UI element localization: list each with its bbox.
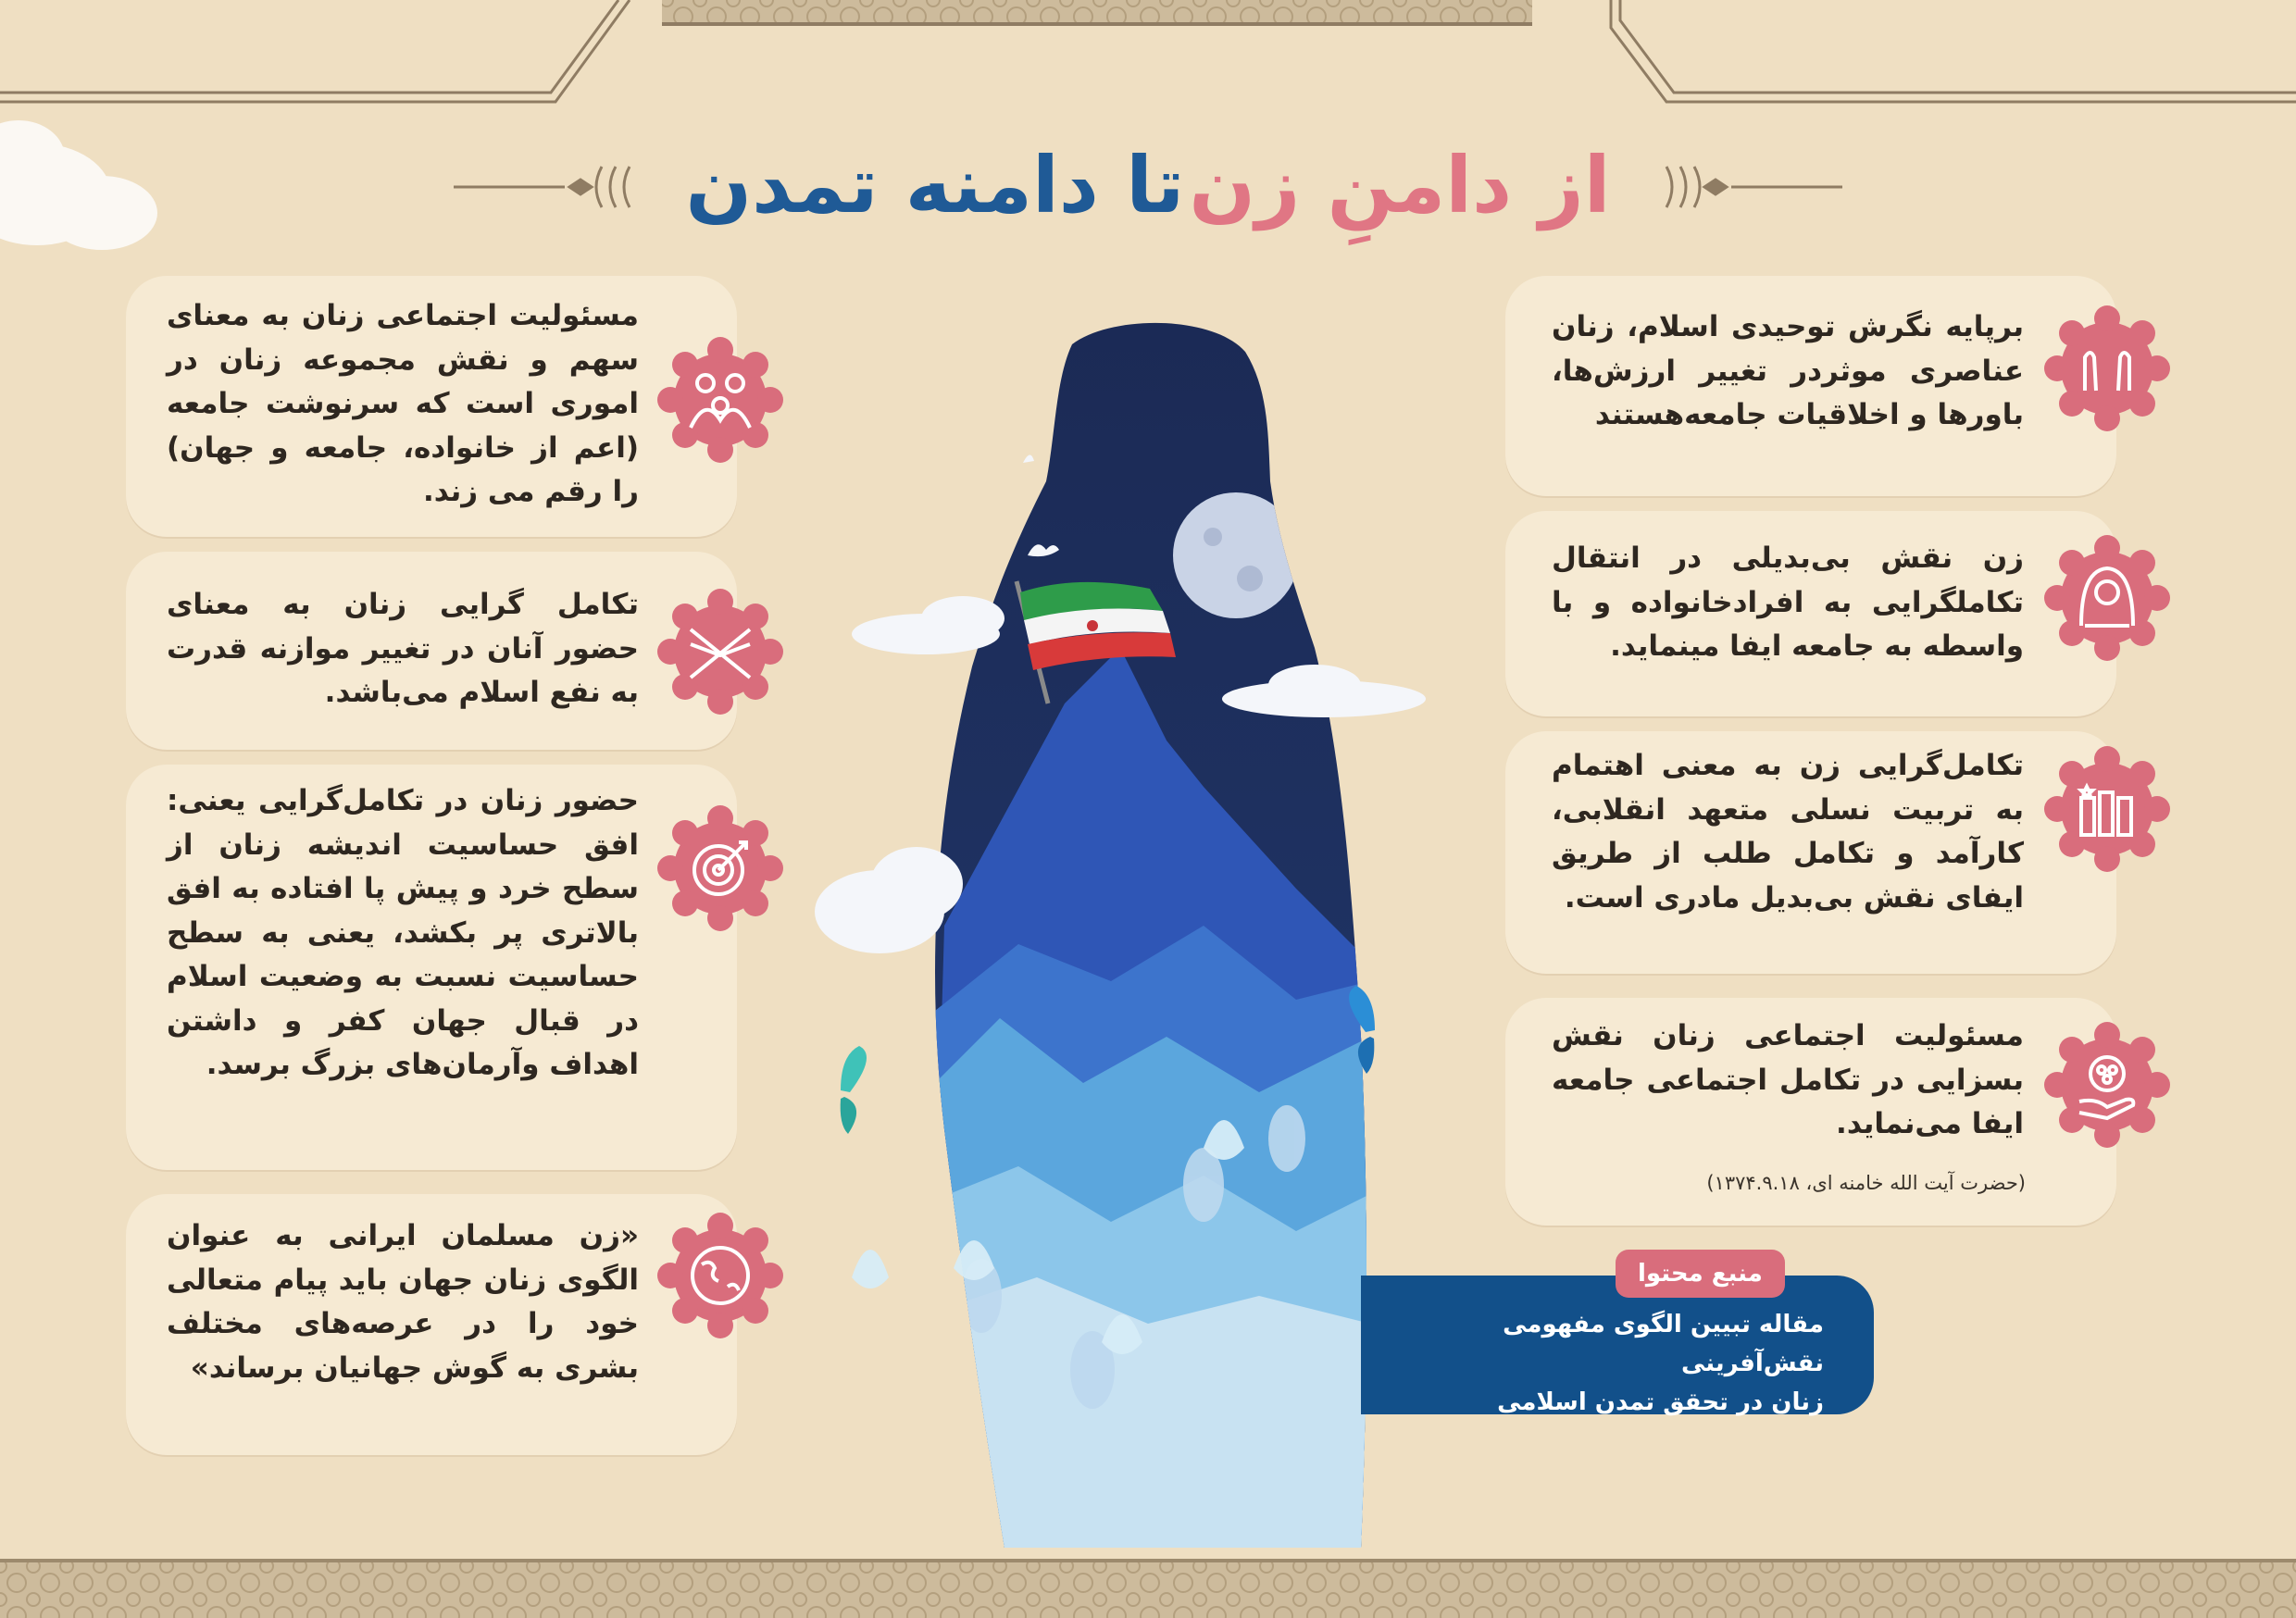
page-title — [648, 120, 1648, 250]
right-card-4-text: مسئولیت اجتماعی زنان نقش بسزایی در تکامل اجتماعی جامعه ایفا می‌نماید. — [1552, 1019, 2024, 1140]
people-hand-icon — [2044, 1022, 2170, 1148]
left-card-4-text: «زن مسلمان ایرانی به عنوان الگوی زنان جهان باید پیام متعالی خود را در عرصه‌های مختلف بشری به گوش جهانیان برساند» — [167, 1219, 639, 1385]
veiled-woman-icon — [2044, 535, 2170, 661]
raised-fists-icon — [2044, 746, 2170, 872]
right-card-2-text: زن نقش بی‌بدیلی در انتقال تکاملگرایی به افرادخانواده و با واسطه به جامعه ایفا مینماید. — [1552, 541, 2024, 663]
right-card-1-text: برپایه نگرش توحیدی اسلام، زنان عناصری موثردر تغییر ارزش‌ها، باورها و اخلاقیات جامعه‌هستند — [1552, 310, 2024, 431]
left-card-1-text: مسئولیت اجتماعی زنان به معنای سهم و نقش مجموعه زنان در اموری است که سرنوشت جامعه (اعم از خانواده، جامعه و جهان) را رقم می زند. — [167, 299, 639, 508]
source-text: مقاله تبیین الگوی مفهومی نقش‌آفرینی زنان در تحقق تمدن اسلامی — [1497, 1311, 1824, 1416]
globe-icon — [657, 1213, 783, 1338]
title-part1: از دامنِ زن — [1189, 140, 1611, 230]
praying-hands-icon — [2044, 305, 2170, 431]
target-icon — [657, 805, 783, 931]
left-card-3-text: حضور زنان در تکامل‌گرایی یعنی: افق حساسیت اندیشه زنان از سطح خرد و پیش پا افتاده به افق بالاتری پر بکشد، یعنی به سطح حساسیت نسبت به وضعیت اسلام در قبال جهان کفر و داشتن اهداف وآرمان‌های بزرگ برسد. — [167, 784, 639, 1081]
source-label: منبع محتوا — [1616, 1250, 1785, 1298]
title-part2: تا دامنه تمدن — [685, 140, 1185, 230]
quote-source: (حضرت آیت الله خامنه ای، ۱۳۷۴.۹.۱۸) — [1706, 1172, 2026, 1194]
right-card-3-text: تکامل‌گرایی زن به معنی اهتمام به تربیت نسلی متعهد انقلابی، کارآمد و تکامل طلب از طریق ایفای نقش بی‌بدیل مادری است. — [1552, 749, 2024, 915]
left-card-2-text: تکامل گرایی زنان به معنای حضور آنان در تغییر موازنه قدرت به نفع اسلام می‌باشد. — [167, 588, 639, 709]
family-icon — [657, 337, 783, 463]
quran-stand-icon — [657, 589, 783, 715]
